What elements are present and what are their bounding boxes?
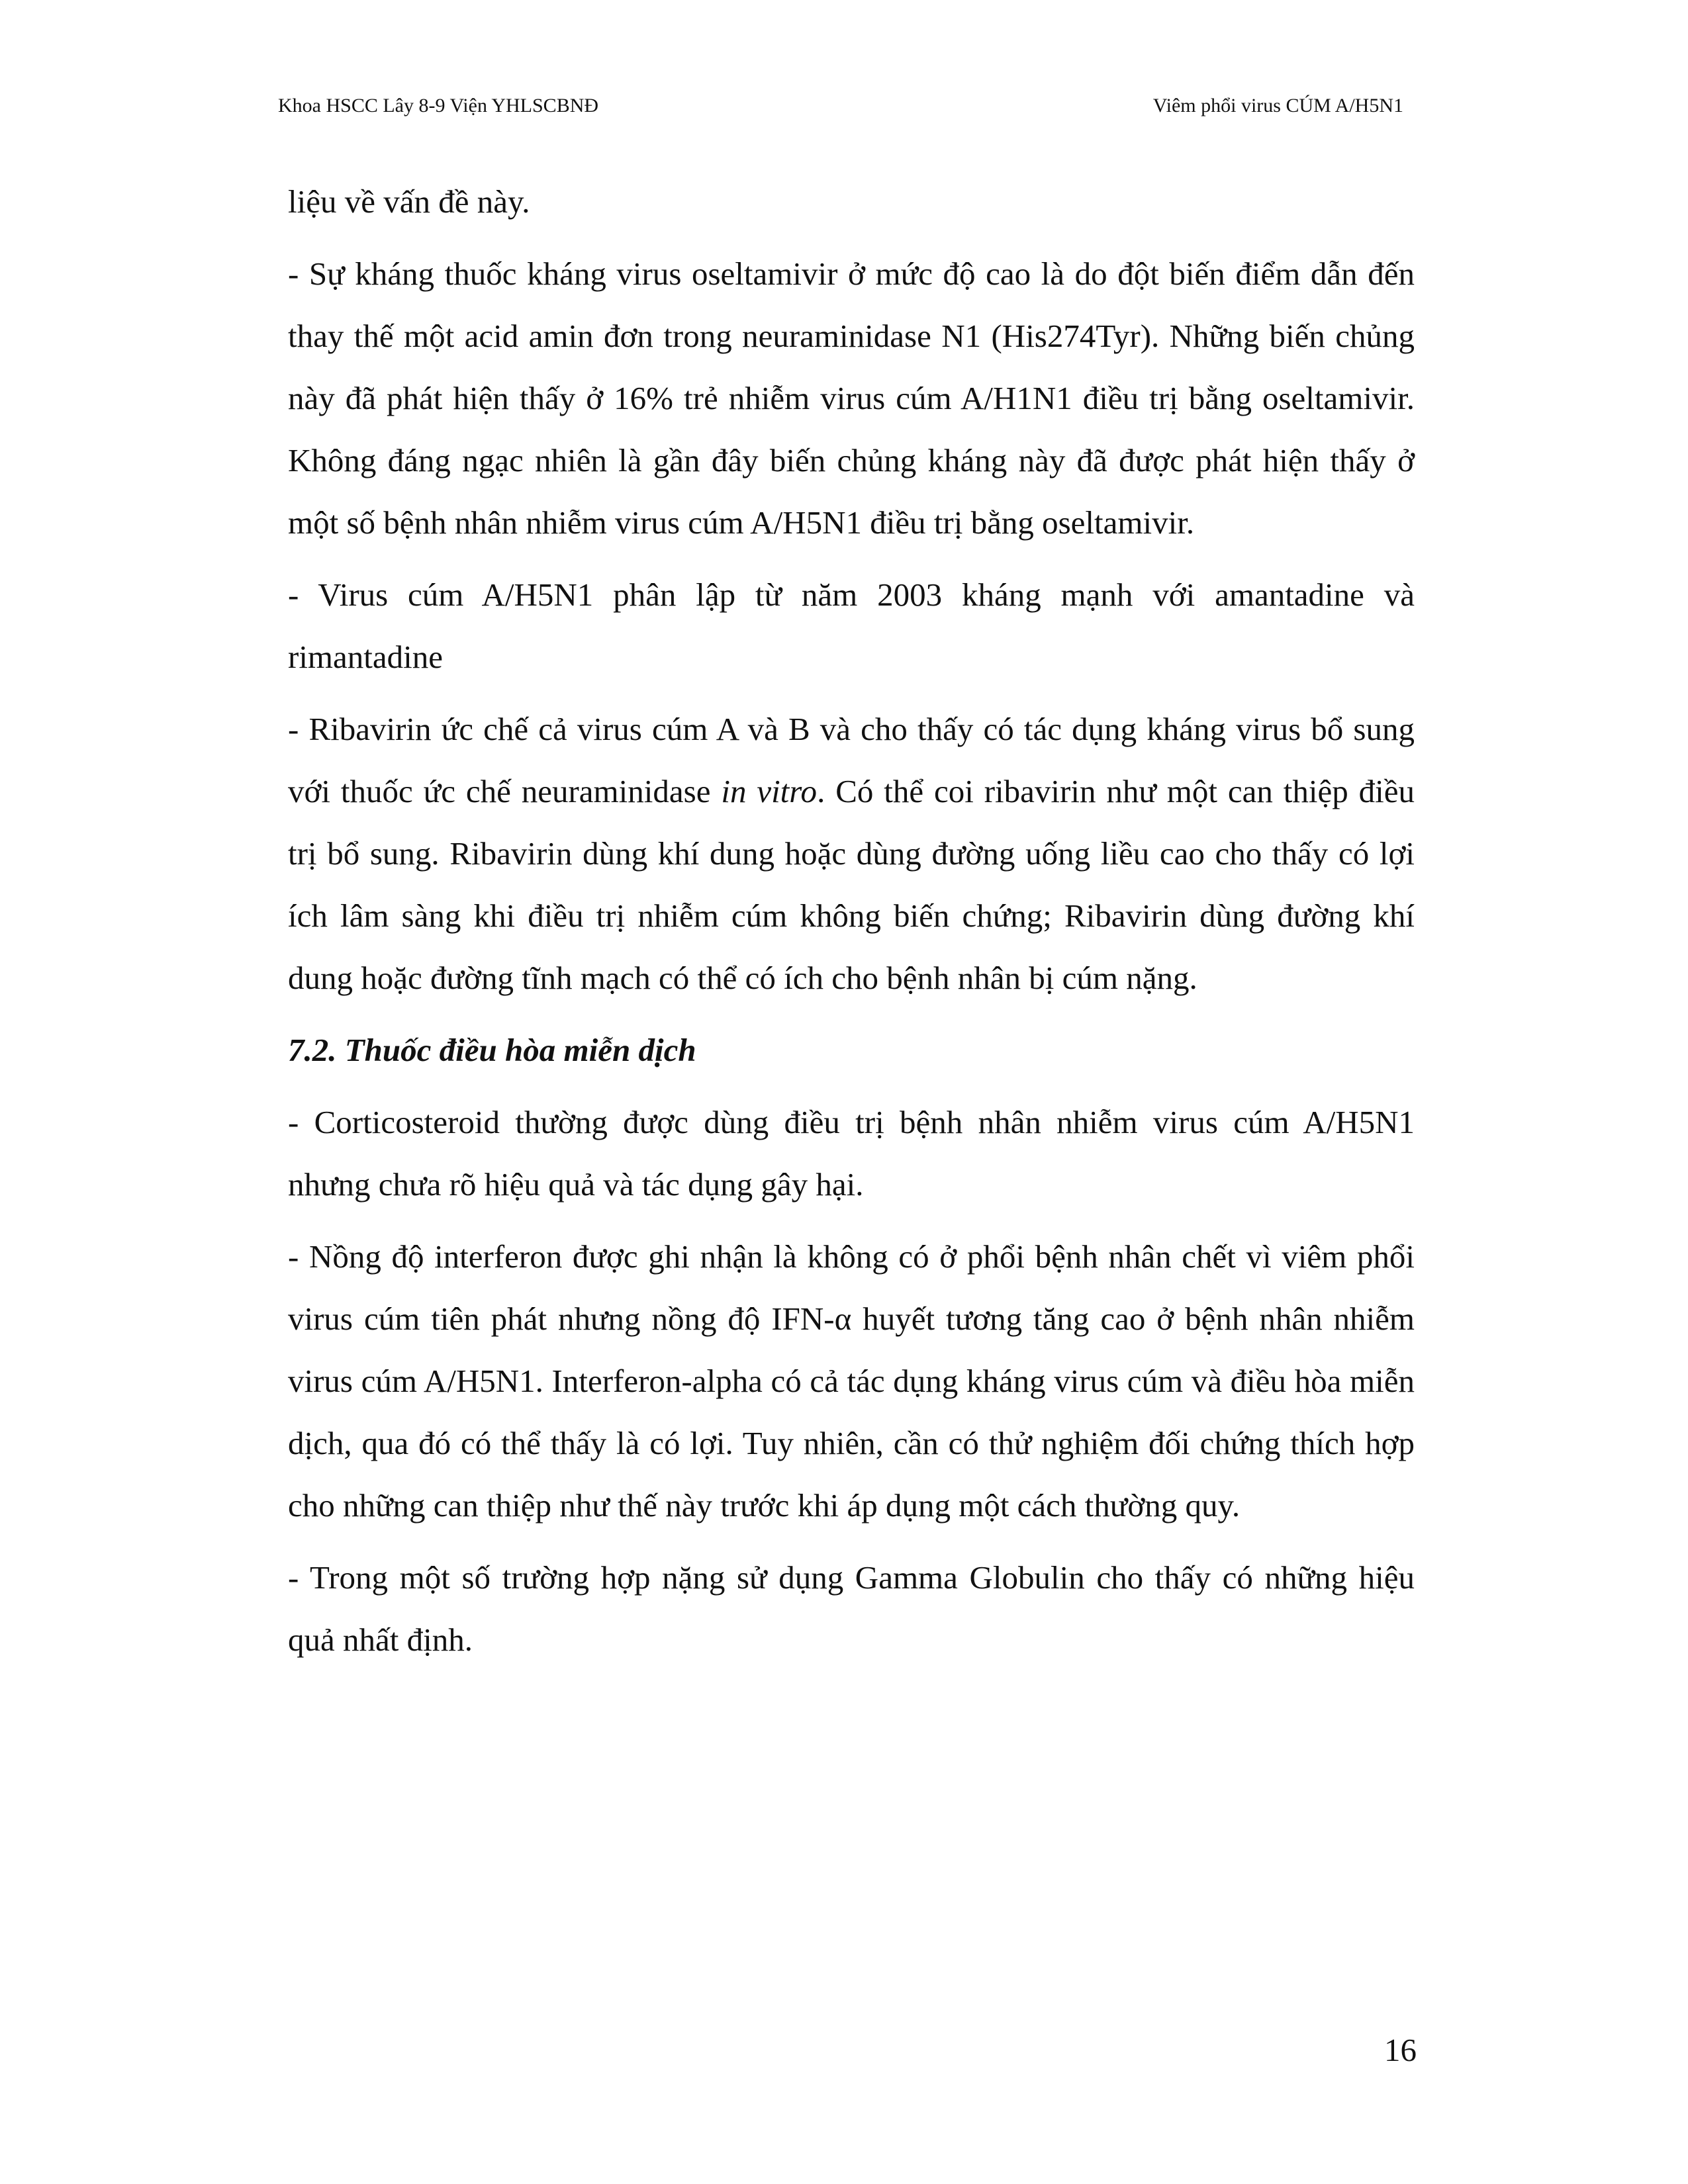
- document-body: [288, 171, 1415, 1681]
- paragraph-gamma-globulin: - Trong một số trường hợp nặng sử dụng Gamma Globulin cho thấy có những hiệu quả nhất định.: [288, 1559, 1415, 1658]
- paragraph-corticosteroid: - Corticosteroid thường được dùng điều trị bệnh nhân nhiễm virus cúm A/H5N1 nhưng chưa rõ hiệu quả và tác dụng gây hại.: [288, 1104, 1415, 1203]
- in-vitro-italic: in vitro: [721, 773, 818, 809]
- ribavirin-text-end: . Có thể coi ribavirin như một can thiệp điều trị bổ sung. Ribavirin dùng khí dung hoặc dùng đường uống liều cao cho thấy có lợi ích lâm sàng khi điều trị nhiễm cúm không biến chứng; Ribavirin dùng đường khí dung hoặc đường tĩnh mạch có thể có ích cho bệnh nhân bị cúm nặng.: [288, 773, 1415, 996]
- header-right-text: Viêm phổi virus CÚM A/H5N1: [1152, 95, 1403, 116]
- paragraph-ribavirin: [288, 698, 1415, 1009]
- paragraph-continuation: liệu về vấn đề này.: [288, 183, 530, 220]
- ribavirin-text-start: - Ribavirin ức chế cả virus cúm A và B và cho thấy có tác dụng kháng virus bổ sung với thuốc ức chế neuraminidase: [288, 711, 1415, 809]
- section-heading: 7.2. Thuốc điều hòa miễn dịch: [288, 1032, 696, 1068]
- paragraph-amantadine-resistance: - Virus cúm A/H5N1 phân lập từ năm 2003 kháng mạnh với amantadine và rimantadine: [288, 576, 1415, 675]
- header-left-text: Khoa HSCC Lây 8-9 Viện YHLSCBNĐ: [278, 95, 599, 116]
- page-number: 16: [1384, 2032, 1417, 2068]
- paragraph-oseltamivir-resistance: - Sự kháng thuốc kháng virus oseltamivir ở mức độ cao là do đột biến điểm dẫn đến thay thế một acid amin đơn trong neuraminidase N1 (His274Tyr). Những biến chủng này đã phát hiện thấy ở 16% trẻ nhiễm virus cúm A/H1N1 điều trị bằng oseltamivir. Không đáng ngạc nhiên là gần đây biến chủng kháng này đã được phát hiện thấy ở một số bệnh nhân nhiễm virus cúm A/H5N1 điều trị bằng oseltamivir.: [288, 255, 1415, 541]
- paragraph-interferon: - Nồng độ interferon được ghi nhận là không có ở phổi bệnh nhân chết vì viêm phổi virus cúm tiên phát nhưng nồng độ IFN-α huyết tương tăng cao ở bệnh nhân nhiễm virus cúm A/H5N1. Interferon-alpha có cả tác dụng kháng virus cúm và điều hòa miễn dịch, qua đó có thể thấy là có lợi. Tuy nhiên, cần có thử nghiệm đối chứng thích hợp cho những can thiệp như thế này trước khi áp dụng một cách thường quy.: [288, 1238, 1415, 1524]
